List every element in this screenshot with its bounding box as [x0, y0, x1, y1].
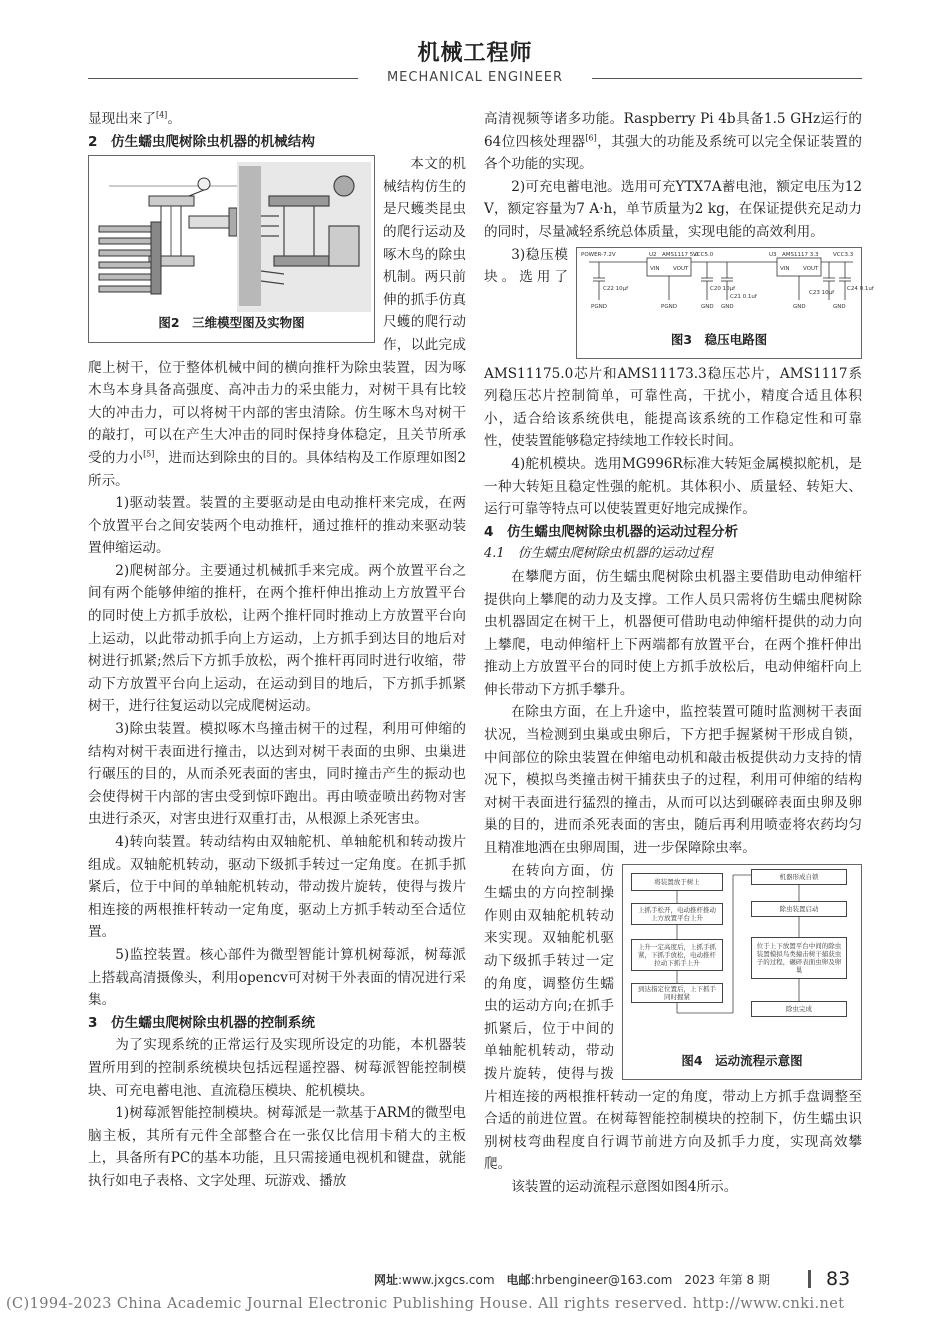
vout2-label: VOUT: [803, 265, 819, 272]
flow-step-4: 到达指定位置后，上下抓手同时握紧: [631, 983, 723, 1003]
robot-model-image: [89, 156, 376, 316]
section-3-heading: 3 仿生蠕虫爬树除虫机器的控制系统: [88, 1014, 315, 1031]
gnd1-label: GND: [701, 303, 714, 310]
journal-subtitle-row: [88, 70, 862, 86]
drive-paragraph: 1)驱动装置。装置的主要驱动是由电动推杆来完成，在两个放置平台之间安装两个电动推杆，通过推杆的推动来驱动装置伸缩运动。: [88, 495, 466, 557]
intro-tail: 显现出来了[4]。: [88, 110, 181, 127]
gnd4-label: GND: [833, 303, 846, 310]
journal-subtitle: MECHANICAL ENGINEER: [386, 70, 564, 85]
c20-label: C20 10μf: [710, 285, 736, 292]
figure-3-caption: 图3 稳压电路图: [670, 331, 768, 347]
figure-3: [576, 247, 874, 359]
c24-label: C24 0.1uf: [847, 285, 874, 292]
section-2-paragraph: 本文的机械结构仿生的是尺蠖类昆虫的爬行运动及啄木鸟的除虫机制。两只前伸的抓手仿真尺蠖的爬行动作，以此完成爬上树干，位于整体机械中间的横向推杆为除虫装置，因为啄木鸟本身具备高强度、高冲击力的采虫能力，对树干具有比较大的冲击力，可以将树干内部的害虫清除。仿生啄木鸟对树干的敲打，可以在产生大冲击的同时保持身体稳定，且关节所承受的力小[5]，进而达到除虫的目的。具体结构及工作原理如图2所示。: [88, 156, 467, 489]
right-column: [484, 108, 874, 1199]
monitor-paragraph: 5)监控装置。核心部件为微型智能计算机树莓派，树莓派上搭载高清摄像头，利用opencv可对树干外表面的情况进行采集。: [88, 946, 466, 1009]
vcc33-label: VCC3.3: [833, 251, 854, 258]
copyright-notice: (C)1994-2023 China Academic Journal Electronic Publishing House. All rights reserved. http://www.cnki.net: [6, 1296, 845, 1312]
raspberry-paragraph: 1)树莓派智能控制模块。树莓派是一款基于ARM的微型电脑主板，其所有元件全部整合在一张仅比信用卡稍大的主板上，具备所有PC的基本功能，且只需接通电视机和键盘，就能执行如电子表格、文字处理、玩游戏、播放: [88, 1105, 466, 1189]
gnd2-label: GND: [721, 303, 734, 310]
left-column: [88, 108, 466, 1193]
servo-paragraph: 4)舵机模块。选用MG996R标准大转矩金属模拟舵机，是一种大转矩且稳定性强的舵机。其体积小、质量轻、转矩大、运行可靠等特点可以使装置更好地完成操作。: [484, 455, 862, 518]
motion-paragraph-4: 该装置的运动流程示意图如图4所示。: [511, 1178, 738, 1195]
c22-label: C22 10μf: [603, 285, 629, 292]
flow-step-8: 除虫完成: [751, 1001, 847, 1017]
battery-paragraph: 2)可充电蓄电池。选用可充YTX7A蓄电池，额定电压为12 V，额定容量为7 A·h，单节质量为2 kg，在保证提供充足动力的同时，尽量减轻系统总体质量，实现电能的高效利用。: [484, 178, 862, 240]
pest-paragraph: 3)除虫装置。模拟啄木鸟撞击树干的过程，利用可伸缩的结构对树干表面进行撞击，以达到对树干表面的虫卵、虫巢进行碾压的目的，从而杀死表面的害虫，同时撞击产生的振动也会使得树干内部的害虫受到惊吓跑出。再由喷壶喷出药物对害虫进行杀灭，对害虫进行双重打击，从根源上杀死害虫。: [88, 721, 466, 828]
u2-label: U2 AMS1117 5.0: [649, 251, 699, 258]
footer-info: 网址:www.jxgcs.com 电邮:hrbengineer@163.com 2023 年第 8 期: [373, 1273, 770, 1287]
c21-label: C21 0.1uf: [730, 293, 757, 300]
vout1-label: VOUT: [673, 265, 689, 272]
gnd3-label: GND: [793, 303, 806, 310]
flow-step-1: 将装置放于树上: [631, 873, 723, 891]
flow-step-7: 位于上下放置平台中间的除虫装置模拟鸟类撞击树干捕获虫子的过程，碾碎表面虫卵及卵巢: [751, 937, 847, 979]
climb-paragraph: 2)爬树部分。主要通过机械抓手来完成。两个放置平台之间有两个能够伸缩的推杆，在两个推杆伸出推动上方放置平台的同时使上方抓手放松，让两个推杆同时推动上方放置平台向上运动，以此带动抓手向上方运动，上方抓手到达目的地后对树进行抓紧;然后下方抓手放松，两个推杆再同时进行收缩，带动下方放置平台向上运动，在运动到目的地后，下方抓手抓紧树干，进行往复运动以完成爬树运动。: [88, 562, 466, 715]
section-2-heading: 2 仿生蠕虫爬树除虫机器的机械结构: [88, 133, 315, 150]
power-label: POWER-7.2V: [581, 251, 616, 258]
page-number: 83: [826, 1268, 851, 1290]
flow-step-5: 机器形成自锁: [751, 869, 847, 885]
motion-paragraph-3: 在转向方面，仿生蠕虫的方向控制操作则由双轴舵机转动来实现。双轴舵机驱动下级抓手转过一定的角度，调整仿生蠕虫的运动方向;在抓手抓紧后，位于中间的单轴舵机转动，带动拨片旋转，使得与拨片相连接的两根推杆转动一定的角度，带动上方抓手盘调整至合适的前进位置。在树莓智能控制模块的控制下，仿生蠕虫识别树枝弯曲程度自行调节前进方向及抓手力度，实现高效攀爬。: [484, 862, 862, 1173]
regulator-circuit-diagram: [577, 248, 874, 336]
u3-label: U3 AMS1117 3.3: [769, 251, 819, 258]
figure-2-caption: 图2 三维模型图及实物图: [158, 314, 305, 330]
section-4-heading: 4 仿生蠕虫爬树除虫机器的运动过程分析: [484, 523, 739, 540]
c23-label: C23 10μf: [809, 289, 835, 296]
flow-step-6: 除虫装置启动: [751, 901, 847, 917]
regulator-paragraph: 3)稳压模块。选用了AMS11175.0芯片和AMS11173.3稳压芯片，AMS1117系列稳压芯片控制简单，可靠性高，干扰小，精度合适且体积小，适合给该系统供电，能提高该系统的工作稳定性和可靠性，使装置能够稳定持续地工作较长时间。: [484, 246, 862, 450]
figure-4: [622, 864, 862, 1080]
motion-paragraph-1: 在攀爬方面，仿生蠕虫爬树除虫机器主要借助电动伸缩杆提供向上攀爬的动力及支撑。工作人员只需将仿生蠕虫爬树除虫机器固定在树干上，机器便可借助电动伸缩杆提供的动力向上攀爬，电动伸缩杆上下两端都有放置平台，在两个推杆伸出推动上方放置平台的同时使上方抓手放松后，电动伸缩杆向上伸长带动下方抓手攀升。: [484, 568, 862, 698]
flow-step-3: 上升一定高度后，上抓手抓紧，下抓手放松，电动推杆拉动下抓手上升: [631, 939, 723, 971]
figure-4-caption: 图4 运动流程示意图: [681, 1053, 803, 1069]
motion-paragraph-2: 在除虫方面，在上升途中，监控装置可随时监测树干表面状况，当检测到虫巢或虫卵后，下方把手握紧树干形成自锁，中间部位的除虫装置在伸缩电动机和敲击板提供动力支持的情况下，模拟鸟类撞击树干捕获虫子的过程，利用可伸缩的结构对树干表面进行猛烈的撞击，从而可以达到碾碎表面虫卵及卵巢的目的，进而杀死表面的害虫，随后再利用喷壶将农药均匀且精准地洒在虫卵周围，进一步保障除虫率。: [484, 704, 862, 857]
figure-2: [88, 155, 375, 343]
vin2-label: VIN: [780, 265, 790, 272]
raspberry-paragraph-cont: 高清视频等诸多功能。Raspberry Pi 4b具备1.5 GHz运行的64位四核处理器[6]，其强大的功能及系统可以完全保证装置的各个功能的实现。: [484, 111, 862, 173]
page-footer: [0, 1268, 862, 1290]
turn-paragraph: 4)转向装置。转动结构由双轴舵机、单轴舵机和转动拨片组成。双轴舵机转动，驱动下级抓手转过一定角度。在抓手抓紧后，位于中间的单轴舵机转动，带动拨片旋转，使得与拨片相连接的两根推杆转动一定角度，驱动上方抓手转动至合适位置。: [88, 834, 466, 941]
section-4-1-heading: 4.1 仿生蠕虫爬树除虫机器的运动过程: [484, 546, 713, 562]
vcc5-label: VCC5.0: [693, 251, 714, 258]
control-paragraph: 为了实现系统的正常运行及实现所设定的功能，本机器装置所用到的控制系统模块包括远程遥控器、树莓派智能控制模块、可充电蓄电池、直流稳压模块、舵机模块。: [88, 1037, 466, 1099]
journal-title: 机械工程师: [417, 41, 533, 66]
pgnd1-label: PGND: [591, 303, 607, 310]
pgnd2-label: PGND: [661, 303, 677, 310]
vin1-label: VIN: [650, 265, 660, 272]
flow-step-2: 上抓手松开，电动推杆推动上方放置平台上升: [631, 903, 723, 925]
footer-divider: [808, 1270, 811, 1288]
